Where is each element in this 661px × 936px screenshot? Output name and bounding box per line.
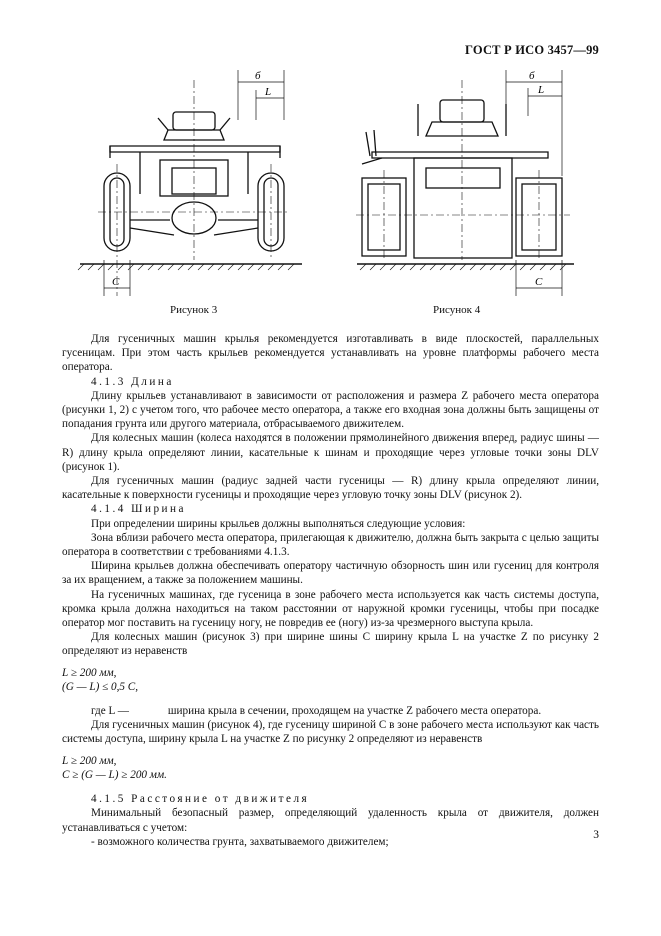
platform — [110, 146, 280, 152]
fig3-label-c: C — [112, 276, 120, 288]
formula-line: L ≥ 200 мм, — [62, 754, 117, 767]
section-heading-4-1-4: 4.1.4 Ширина — [91, 503, 186, 516]
paragraph: Ширина крыльев должна обеспечивать оператору частичную обзорность шин или гусениц для контроля за их вращением, а также за положением машины. — [62, 560, 599, 587]
formula-line: L ≥ 200 мм, — [62, 666, 117, 679]
paragraph: Для колесных машин (колеса находятся в положении прямолинейного движения вперед, радиус шины — R) длину крыла определяют линии, касательные к шинам и проходящие через угловые точки зоны DLV (рисунок 1). — [62, 432, 599, 473]
fig3-label-l: L — [265, 86, 272, 98]
fig4-label-c: C — [535, 276, 543, 288]
formula-line: (G — L) ≤ 0,5 C, — [62, 680, 139, 693]
figure-3-caption: Рисунок 3 — [170, 304, 218, 316]
paragraph: Для гусеничных машин крылья рекомендуется изготавливать в виде плоскостей, параллельных гусеницам. При этом часть крыльев рекомендуется устанавливать на уровне платформы рабочего места оператора. — [62, 333, 599, 374]
paragraph: При определении ширины крыльев должны выполняться следующие условия: — [91, 517, 466, 530]
paragraph: Для гусеничных машин (рисунок 4), где гусеницу шириной C в зоне рабочего места используют как часть системы доступа, ширину крыла L на участке Z по рисунку 2 определяют из неравенств — [62, 719, 599, 746]
section-heading-4-1-3: 4.1.3 Длина — [91, 375, 174, 388]
fig4-label-l: L — [538, 84, 545, 96]
body-block — [414, 158, 512, 258]
paragraph: Зона вблизи рабочего места оператора, прилегающая к движителю, должна быть закрыта с целью защиты оператора в соответствии с требованиями 4.1.3. — [62, 531, 599, 559]
armrest-left — [158, 118, 168, 130]
fig4-label-b: б — [529, 70, 535, 82]
explanation-key: где L — — [91, 705, 129, 718]
formula-line: C ≥ (G — L) ≥ 200 мм. — [62, 768, 167, 781]
formula-explanation — [62, 704, 599, 718]
body-text — [62, 332, 599, 849]
control-lever — [362, 130, 382, 164]
standard-header: ГОСТ Р ИСО 3457—99 — [465, 43, 599, 57]
section-heading-4-1-5: 4.1.5 Расстояние от движителя — [91, 793, 310, 806]
paragraph: На гусеничных машинах, где гусеница в зоне рабочего места используется как часть системы доступа, кромка крыла должна находиться на таком расстоянии от наружной кромки гусеницы, чтобы при посадке оператор мог поставить на гусеницу ногу, не повредив ее (ногу) из-за чрезмерного выступа крыла. — [62, 588, 599, 630]
figure-3-wheeled-machine — [70, 60, 310, 300]
platform — [372, 152, 548, 158]
paragraph: Для гусеничных машин (радиус задней части гусеницы — R) длину крыла определяют линии, касательные к поверхности гусеницы и проходящие через угловую точку зоны DLV (рисунок 2). — [62, 475, 599, 502]
paragraph: - возможного количества грунта, захватываемого движителем; — [91, 835, 389, 848]
armrest-right — [220, 118, 230, 130]
figure-4-tracked-machine — [352, 60, 582, 300]
explanation-value: ширина крыла в сечении, проходящем на участке Z рабочего места оператора. — [167, 705, 542, 718]
paragraph: Минимальный безопасный размер, определяющий удаленность крыла от движителя, должен устанавливаться с учетом: — [62, 807, 599, 834]
paragraph: Длину крыльев устанавливают в зависимости от расположения и размера Z рабочего места оператора (рисунки 1, 2) с учетом того, что рабочее место оператора, а также его входная зона должны быть защищены от попадания грунта или другого материала, отбрасываемого движителем. — [62, 389, 599, 431]
paragraph: Для колесных машин (рисунок 3) при ширине шины C ширину крыла L на участке Z по рисунку 2 определяют из неравенств — [62, 631, 599, 658]
page-number: 3 — [593, 829, 599, 841]
figure-4-caption: Рисунок 4 — [433, 304, 481, 316]
fig3-label-b: б — [255, 70, 261, 82]
